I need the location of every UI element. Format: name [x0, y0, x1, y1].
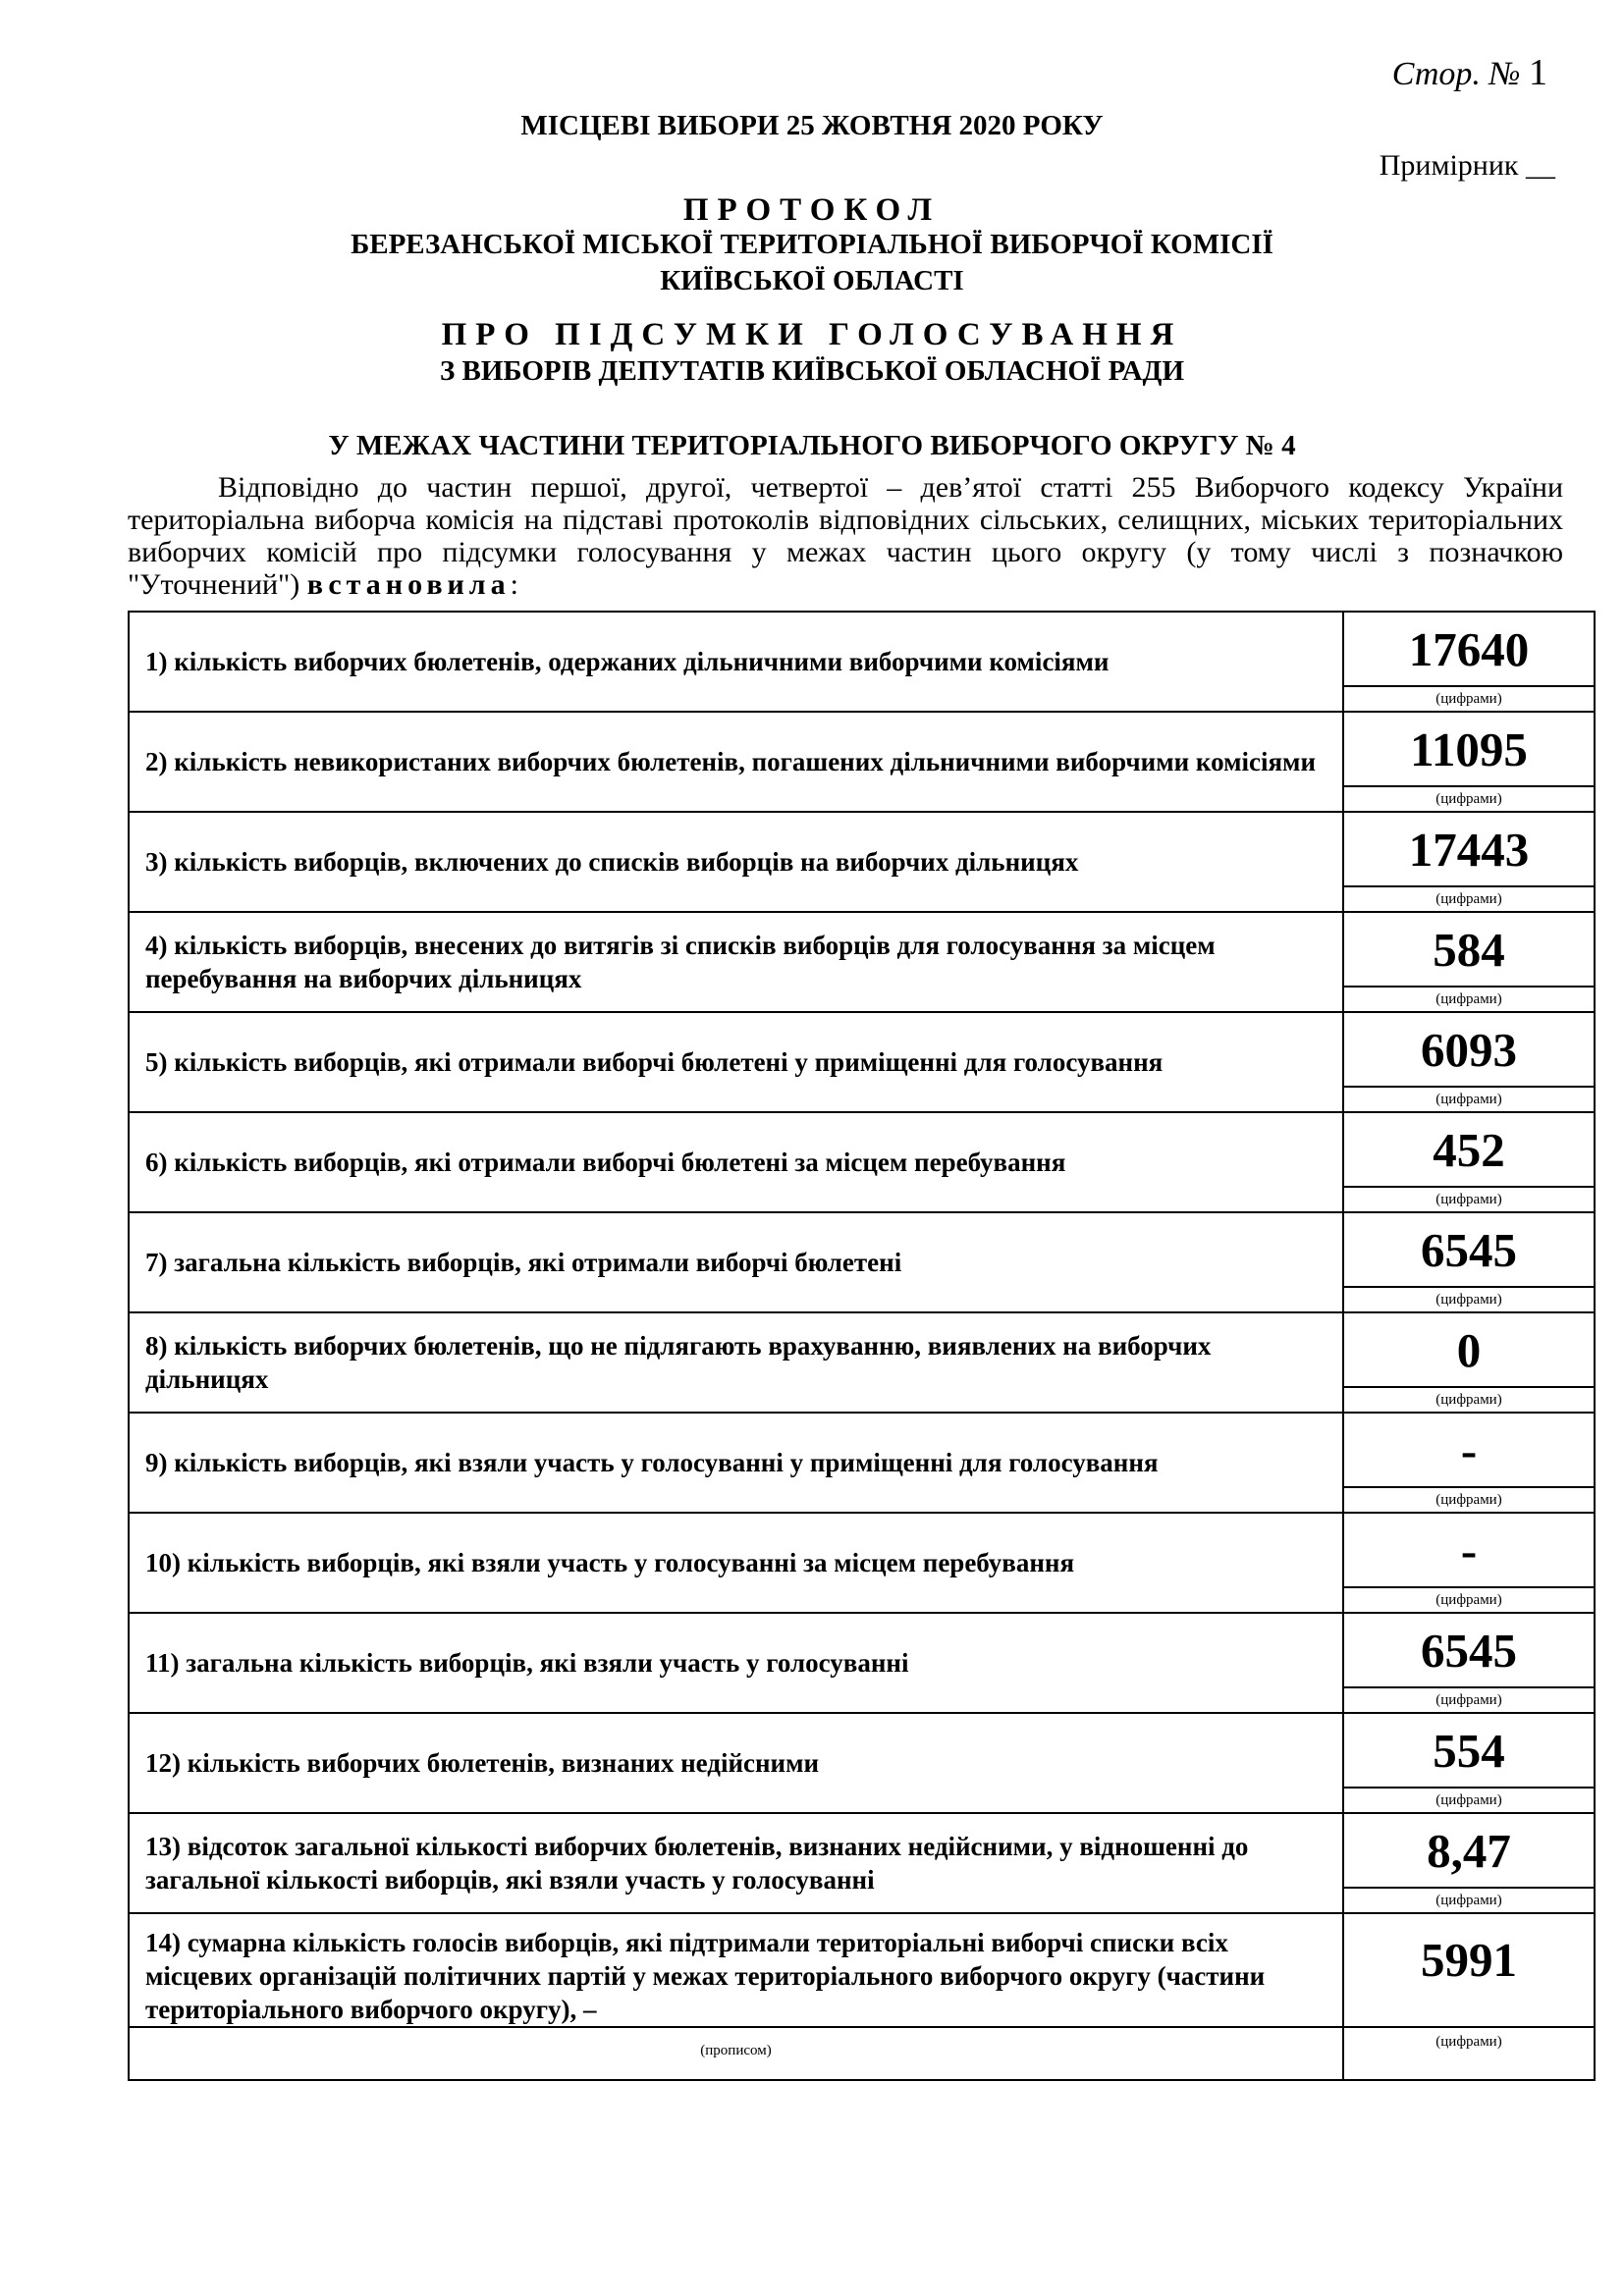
caption-digits: (цифрами) — [1435, 1591, 1502, 1608]
row-value-cell — [1343, 1613, 1595, 1713]
intro-text: Відповідно до частин першої, другої, четвертої – дев’ятої статті 255 Виборчого кодексу України територіальна виборча комісія на підставі протоколів відповідних сільських, селищних, міських територіальних виборчих комісій про підсумки голосування у межах частин цього округу (у тому числі з позначкою "Уточнений") — [128, 471, 1563, 601]
table-row-13 — [129, 1813, 1595, 1913]
row-label: 11) загальна кількість виборців, які взяли участь у голосуванні — [129, 1613, 1343, 1713]
table-row-6 — [129, 1112, 1595, 1212]
table-row-1 — [129, 612, 1595, 712]
table-row-12 — [129, 1713, 1595, 1813]
value-box — [1344, 1714, 1594, 1812]
row-label: 9) кількість виборців, які взяли участь у голосуванні у приміщенні для голосування — [129, 1413, 1343, 1513]
value-box — [1344, 813, 1594, 911]
table-row-4 — [129, 912, 1595, 1012]
value-box — [1344, 1814, 1594, 1912]
row-value-cell — [1343, 1713, 1595, 1813]
row-14-value: 5991 — [1421, 1933, 1517, 1987]
caption-digits: (цифрами) — [1435, 1691, 1502, 1708]
row-value: 11095 — [1344, 713, 1594, 787]
caption-digits: (цифрами) — [1435, 1391, 1502, 1408]
row-value-cell — [1343, 1513, 1595, 1613]
row-value-cell — [1343, 812, 1595, 912]
value-box — [1344, 1414, 1594, 1512]
caption-digits: (цифрами) — [1435, 890, 1502, 907]
table-row-5 — [129, 1012, 1595, 1112]
table-row-7 — [129, 1212, 1595, 1312]
table-row-2 — [129, 712, 1595, 812]
caption-digits: (цифрами) — [1435, 1491, 1502, 1508]
copy-label: Примірник __ — [1379, 149, 1555, 182]
row-value-cell — [1343, 1413, 1595, 1513]
caption-digits: (цифрами) — [1435, 990, 1502, 1007]
row-label: 12) кількість виборчих бюлетенів, визнаних недійсними — [129, 1713, 1343, 1813]
caption-digits: (цифрами) — [1435, 1791, 1502, 1808]
row-label: 1) кількість виборчих бюлетенів, одержаних дільничними виборчими комісіями — [129, 612, 1343, 712]
row-value-cell — [1343, 1312, 1595, 1413]
intro-end: : — [510, 568, 518, 601]
row-value: - — [1344, 1414, 1594, 1488]
caption-digits-14: (цифрами) — [1435, 2034, 1502, 2050]
row-value-cell — [1343, 1813, 1595, 1913]
table-row-3 — [129, 812, 1595, 912]
row-value: 584 — [1344, 913, 1594, 988]
value-box — [1344, 1514, 1594, 1612]
caption-digits: (цифрами) — [1435, 790, 1502, 807]
row-value-cell — [1343, 1212, 1595, 1312]
words-cell — [129, 2027, 1343, 2080]
row-14-value-cell — [1343, 1913, 1595, 2027]
row-value: 554 — [1344, 1714, 1594, 1789]
page-number — [1392, 51, 1547, 94]
value-box — [1344, 713, 1594, 811]
subject-line-2: З ВИБОРІВ ДЕПУТАТІВ КИЇВСЬКОЇ ОБЛАСНОЇ РАДИ — [439, 355, 1185, 387]
elections-title: МІСЦЕВІ ВИБОРИ 25 ЖОВТНЯ 2020 РОКУ — [520, 110, 1104, 141]
caption-words: (прописом) — [700, 2043, 772, 2058]
row-label: 7) загальна кількість виборців, які отримали виборчі бюлетені — [129, 1212, 1343, 1312]
table-row-14 — [129, 1913, 1595, 2027]
intro-resolved: встановила — [306, 568, 511, 601]
row-value-cell — [1343, 1012, 1595, 1112]
caption-digits: (цифрами) — [1435, 1291, 1502, 1308]
table-row-captions — [129, 2027, 1595, 2080]
caption-digits: (цифрами) — [1435, 1091, 1502, 1107]
value-box — [1344, 1113, 1594, 1211]
protocol-title: ПРОТОКОЛ — [682, 192, 942, 228]
page-number-value: 1 — [1529, 52, 1547, 93]
row-14-label: 14) сумарна кількість голосів виборців, які підтримали територіальні виборчі списки всіх місцевих організацій політичних партій у межах територіального виборчого округу (частини територіального виборчого округу), – — [129, 1913, 1343, 2027]
row-value-cell — [1343, 1112, 1595, 1212]
row-label: 6) кількість виборців, які отримали виборчі бюлетені за місцем перебування — [129, 1112, 1343, 1212]
digits-cell — [1343, 2027, 1595, 2080]
value-box — [1344, 1013, 1594, 1111]
value-box — [1344, 913, 1594, 1011]
row-value: 6093 — [1344, 1013, 1594, 1088]
row-label: 4) кількість виборців, внесених до витягів зі списків виборців для голосування за місцем перебування на виборчих дільницях — [129, 912, 1343, 1012]
row-value: 0 — [1344, 1313, 1594, 1388]
row-value: 17443 — [1344, 813, 1594, 887]
table-row-10 — [129, 1513, 1595, 1613]
row-label: 8) кількість виборчих бюлетенів, що не підлягають врахуванню, виявлених на виборчих дільницях — [129, 1312, 1343, 1413]
value-box — [1344, 1614, 1594, 1712]
row-label: 3) кількість виборців, включених до списків виборців на виборчих дільницях — [129, 812, 1343, 912]
row-value-cell — [1343, 712, 1595, 812]
commission-line-2: КИЇВСЬКОЇ ОБЛАСТІ — [660, 265, 964, 296]
commission-line-1: БЕРЕЗАНСЬКОЇ МІСЬКОЇ ТЕРИТОРІАЛЬНОЇ ВИБОРЧОЇ КОМІСІЇ — [351, 229, 1273, 260]
district-title: У МЕЖАХ ЧАСТИНИ ТЕРИТОРІАЛЬНОГО ВИБОРЧОГО ОКРУГУ № 4 — [328, 430, 1296, 461]
value-box — [1344, 1213, 1594, 1311]
row-label: 10) кількість виборців, які взяли участь у голосуванні за місцем перебування — [129, 1513, 1343, 1613]
caption-digits: (цифрами) — [1435, 1191, 1502, 1207]
page-number-label: Стор. № — [1391, 56, 1521, 92]
row-value: 452 — [1344, 1113, 1594, 1188]
row-label: 13) відсоток загальної кількості виборчих бюлетенів, визнаних недійсними, у відношенні до загальної кількості виборців, які взяли участь у голосуванні — [129, 1813, 1343, 1913]
row-label: 2) кількість невикористаних виборчих бюлетенів, погашених дільничними виборчими комісіями — [129, 712, 1343, 812]
row-value: 6545 — [1344, 1213, 1594, 1288]
row-value-cell — [1343, 912, 1595, 1012]
row-value: 17640 — [1344, 613, 1594, 687]
row-value: - — [1344, 1514, 1594, 1588]
table-row-9 — [129, 1413, 1595, 1513]
caption-digits: (цифрами) — [1435, 1892, 1502, 1908]
row-value: 6545 — [1344, 1614, 1594, 1688]
intro-paragraph — [128, 471, 1563, 601]
row-value-cell — [1343, 612, 1595, 712]
subject-line-1: ПРО ПІДСУМКИ ГОЛОСУВАННЯ — [441, 317, 1183, 352]
value-box — [1344, 1313, 1594, 1412]
value-box — [1344, 613, 1594, 711]
row-value: 8,47 — [1344, 1814, 1594, 1889]
table-row-8 — [129, 1312, 1595, 1413]
table-row-11 — [129, 1613, 1595, 1713]
caption-digits: (цифрами) — [1435, 690, 1502, 707]
row-label: 5) кількість виборців, які отримали виборчі бюлетені у приміщенні для голосування — [129, 1012, 1343, 1112]
results-table — [128, 611, 1596, 2081]
